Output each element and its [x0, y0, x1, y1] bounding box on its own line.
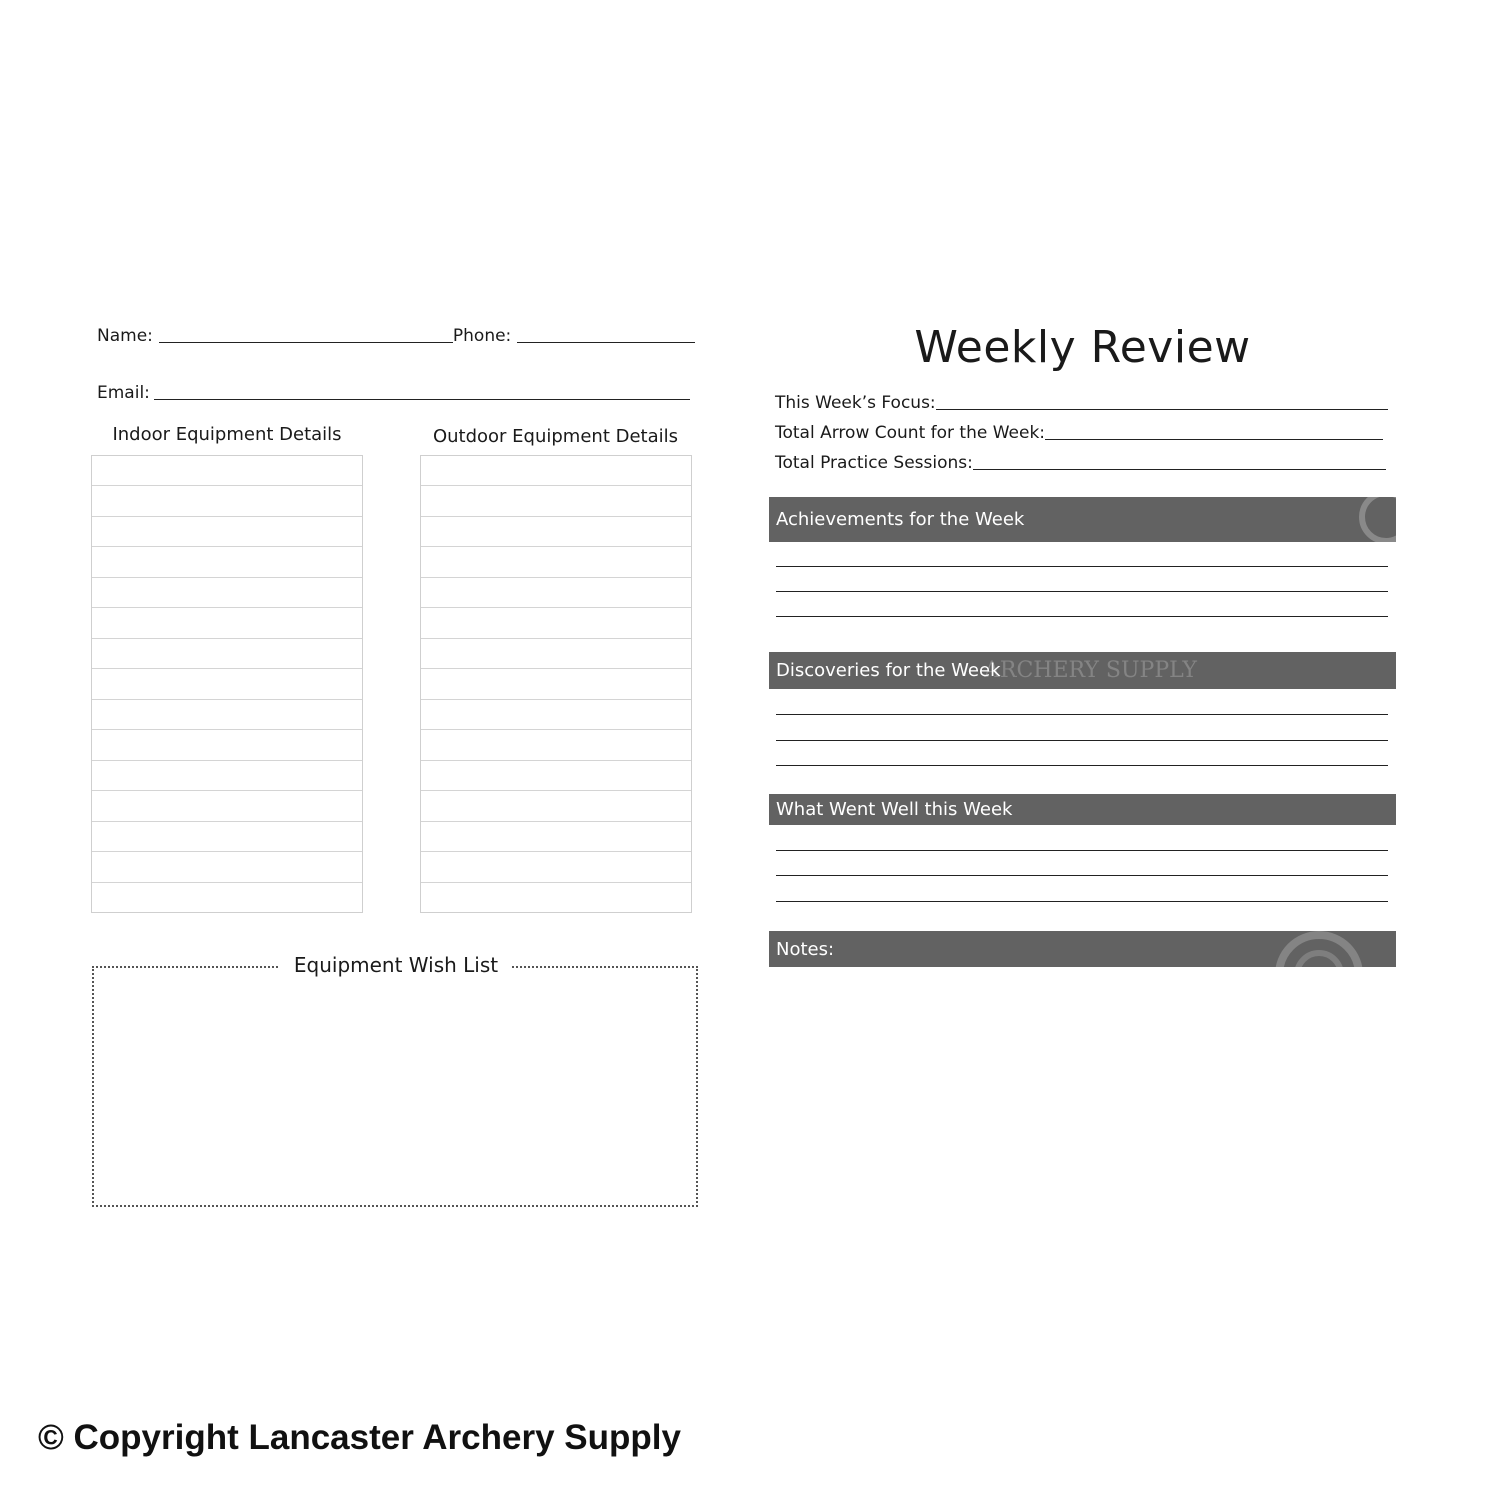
outdoor-equipment-table [420, 455, 692, 913]
equipment-table-row[interactable] [421, 608, 691, 638]
equipment-table-row[interactable] [92, 486, 362, 516]
focus-row [775, 393, 1388, 415]
equipment-table-row[interactable] [92, 883, 362, 912]
indoor-equipment-table [91, 455, 363, 913]
write-line[interactable] [776, 901, 1388, 902]
equipment-table-row[interactable] [421, 791, 691, 821]
equipment-table-row[interactable] [421, 669, 691, 699]
equipment-table-row[interactable] [421, 547, 691, 577]
practice-sessions-label: Total Practice Sessions: [775, 453, 973, 473]
write-line[interactable] [776, 765, 1388, 766]
equipment-table-row[interactable] [421, 517, 691, 547]
write-line[interactable] [776, 740, 1388, 741]
notes-area[interactable] [769, 967, 1396, 1347]
equipment-table-row[interactable] [92, 608, 362, 638]
equipment-table-row[interactable] [92, 578, 362, 608]
equipment-table-row[interactable] [92, 547, 362, 577]
equipment-table-row[interactable] [92, 669, 362, 699]
email-label: Email: [97, 383, 150, 403]
discoveries-section-bar [769, 652, 1396, 689]
equipment-table-row[interactable] [421, 456, 691, 486]
focus-label: This Week’s Focus: [775, 393, 936, 413]
equipment-wish-list-box[interactable] [92, 966, 698, 1207]
arrow-count-label: Total Arrow Count for the Week: [775, 423, 1046, 443]
equipment-table-row[interactable] [421, 822, 691, 852]
equipment-table-row[interactable] [421, 578, 691, 608]
equipment-table-row[interactable] [421, 761, 691, 791]
arrow-count-field[interactable] [1045, 439, 1383, 440]
write-line[interactable] [776, 850, 1388, 851]
write-line[interactable] [776, 566, 1388, 567]
name-label: Name: [97, 326, 153, 346]
watermark-text: ARCHERY SUPPLY [984, 658, 1197, 683]
equipment-table-row[interactable] [421, 486, 691, 516]
name-field[interactable] [159, 342, 453, 343]
equipment-table-row[interactable] [421, 852, 691, 882]
copyright-notice: © Copyright Lancaster Archery Supply [38, 1418, 681, 1457]
equipment-table-row[interactable] [92, 791, 362, 821]
write-line[interactable] [776, 616, 1388, 617]
write-line[interactable] [776, 875, 1388, 876]
equipment-table-row[interactable] [421, 639, 691, 669]
went-well-section-bar [769, 794, 1396, 825]
discoveries-section-label: Discoveries for the Week [776, 660, 1001, 681]
email-field[interactable] [154, 399, 690, 400]
achievements-section-bar [769, 497, 1396, 542]
practice-sessions-field[interactable] [973, 469, 1386, 470]
achievements-section-label: Achievements for the Week [776, 509, 1025, 530]
equipment-wish-list-title: Equipment Wish List [280, 952, 512, 978]
phone-field[interactable] [517, 342, 695, 343]
went-well-section-label: What Went Well this Week [776, 799, 1013, 820]
focus-field[interactable] [936, 409, 1388, 410]
equipment-table-row[interactable] [92, 852, 362, 882]
equipment-table-row[interactable] [421, 883, 691, 912]
practice-sessions-row [775, 453, 1386, 475]
equipment-table-row[interactable] [92, 730, 362, 760]
write-line[interactable] [776, 714, 1388, 715]
email-row [97, 383, 690, 405]
equipment-table-row[interactable] [92, 822, 362, 852]
weekly-review-title: Weekly Review [914, 322, 1251, 373]
indoor-equipment-title: Indoor Equipment Details [112, 424, 342, 445]
notes-section-label: Notes: [776, 938, 835, 960]
equipment-table-row[interactable] [92, 639, 362, 669]
watermark-archer-icon [1239, 931, 1396, 967]
write-line[interactable] [776, 591, 1388, 592]
arrow-count-row [775, 423, 1383, 445]
equipment-table-row[interactable] [92, 700, 362, 730]
equipment-table-row[interactable] [92, 517, 362, 547]
notes-section-bar [769, 931, 1396, 967]
equipment-table-row[interactable] [92, 761, 362, 791]
name-phone-row [97, 326, 695, 348]
phone-label: Phone: [452, 326, 512, 346]
watermark-target-icon [1356, 497, 1396, 542]
equipment-table-row[interactable] [92, 456, 362, 486]
equipment-table-row[interactable] [421, 700, 691, 730]
equipment-table-row[interactable] [421, 730, 691, 760]
outdoor-equipment-title: Outdoor Equipment Details [432, 426, 679, 447]
